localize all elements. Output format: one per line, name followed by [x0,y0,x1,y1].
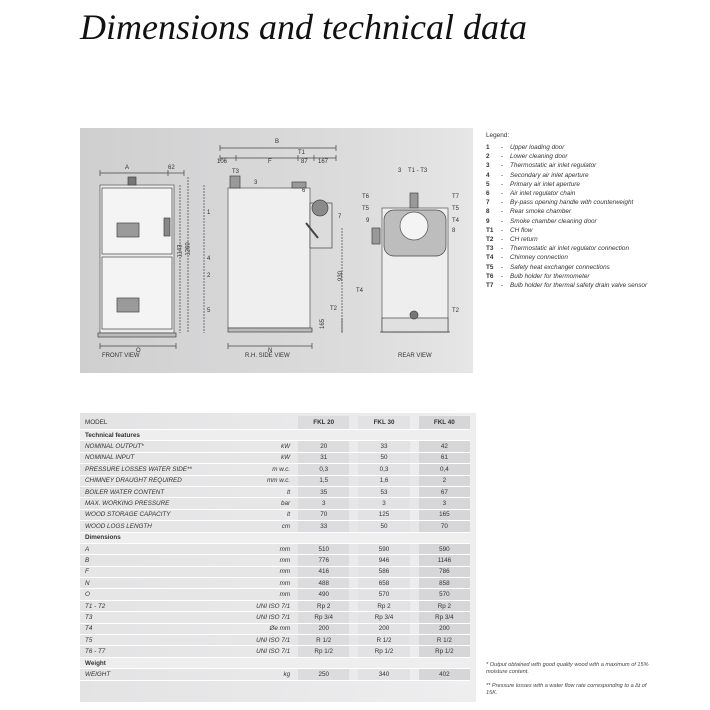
legend-key: 6 [486,190,490,198]
legend-key: 8 [486,208,490,216]
dim-1143: 1143 [177,244,184,258]
row-unit: UNI ISO 7/1 [222,646,298,657]
rear-t2: T2 [452,308,460,314]
legend-key: 4 [486,171,490,179]
row-value: 50 [358,452,409,463]
row-value: 416 [298,566,349,577]
col-gap [410,646,419,657]
row-value: 0,4 [419,464,470,475]
col-gap [349,475,358,486]
row-value: 590 [358,543,409,554]
table-row [80,600,470,611]
col-gap [349,646,358,657]
legend-item [486,263,701,272]
col-gap [410,543,419,554]
legend-item [486,207,701,216]
row-unit: Øe mm [222,623,298,634]
row-label: N [80,578,222,589]
legend-key: T6 [486,272,494,280]
row-label: NOMINAL OUTPUT* [80,441,222,452]
legend-dash: - [501,153,504,161]
legend-key: T3 [486,245,494,253]
row-value: Rp 2 [298,600,349,611]
row-unit: bar [222,498,298,509]
row-value: 570 [358,589,409,600]
section-title: Weight [80,657,470,668]
legend-item [486,171,701,180]
row-label: O [80,589,222,600]
dim-a: A [125,165,130,171]
table-row [80,498,470,509]
technical-data-table [80,416,470,681]
dim-165: 165 [320,318,327,330]
table-row [80,464,470,475]
legend-text: Lower cleaning door [510,153,568,161]
row-value: 31 [298,452,349,463]
col-gap [349,509,358,520]
col-gap [349,521,358,532]
legend-text: Upper loading door [510,144,565,151]
col-gap [410,464,419,475]
row-label: B [80,555,222,566]
row-label: T5 [80,635,222,646]
row-unit: kW [222,441,298,452]
dim-f: F [268,159,272,165]
legend-dash: - [501,208,504,216]
row-label: T6 - T7 [80,646,222,657]
legend-dash: - [501,144,504,151]
legend-key: 7 [486,199,490,207]
table-row [80,452,470,463]
row-value: 200 [298,623,349,634]
col-gap [410,589,419,600]
legend-key: 5 [486,180,490,188]
row-label: WOOD LOGS LENGTH [80,521,222,532]
row-unit: UNI ISO 7/1 [222,635,298,646]
footnote-output: * Output obtained with good quality wood with a maximum of 15% moisture content. [486,662,649,675]
model-header: MODEL [80,416,222,430]
row-label: WEIGHT [80,669,222,680]
row-label: T4 [80,623,222,634]
legend-key: T2 [486,236,494,244]
legend-item [486,253,701,262]
legend-dash: - [501,190,504,198]
col-gap [410,441,419,452]
row-value: 402 [419,669,470,680]
page-title: Dimensions and technical data [80,7,527,47]
table-row [80,475,470,486]
legend-item [486,217,701,226]
legend-dash: - [501,254,504,262]
dim-o: O [136,348,141,354]
rear-t6: T6 [362,194,370,200]
front-upper-door [102,188,172,254]
legend-key: T7 [486,282,494,290]
row-value: 570 [419,589,470,600]
row-unit: UNI ISO 7/1 [222,612,298,623]
legend-text: Bulb holder for thermometer [510,272,590,280]
legend-key: 1 [486,144,490,151]
legend-item [486,161,701,170]
col-gap [410,475,419,486]
col-gap [349,578,358,589]
row-label: PRESSURE LOSSES WATER SIDE** [80,464,222,475]
side-body [228,188,310,328]
front-upper-window [117,223,139,237]
legend [486,132,701,290]
row-value: 510 [298,543,349,554]
row-value: R 1/2 [358,635,409,646]
legend-dash: - [501,162,504,170]
side-2: 2 [207,273,211,279]
row-value: 590 [419,543,470,554]
row-value: 250 [298,669,349,680]
section-title: Dimensions [80,532,470,543]
row-value: 67 [419,486,470,497]
legend-text: By-pass opening handle with counterweight [510,199,634,207]
row-unit: mm [222,566,298,577]
row-value: 0,3 [358,464,409,475]
legend-key: 3 [486,162,490,170]
dim-62: 62 [168,165,175,171]
model-col-header: FKL 30 [358,416,409,430]
legend-dash: - [501,263,504,271]
row-value: 33 [298,521,349,532]
legend-key: T4 [486,254,494,262]
rear-t5-right: T5 [452,206,460,212]
col-gap [410,509,419,520]
dim-t2-side: T2 [330,306,338,312]
row-value: 1,5 [298,475,349,486]
section-header-row [80,657,470,668]
row-value: 3 [358,498,409,509]
rear-3: 3 [398,168,402,174]
row-unit: lt [222,486,298,497]
col-gap [349,612,358,623]
row-value: 35 [298,486,349,497]
col-gap [410,623,419,634]
legend-item [486,244,701,253]
legend-text: Smoke chamber cleaning door [510,217,597,225]
rear-t4: T4 [452,218,460,224]
table-row [80,589,470,600]
section-header-row [80,532,470,543]
row-value: 70 [419,521,470,532]
row-label: MAX. WORKING PRESSURE [80,498,222,509]
table-row [80,578,470,589]
col-gap [349,464,358,475]
row-label: T3 [80,612,222,623]
row-unit: m w.c. [222,464,298,475]
col-gap [349,486,358,497]
col-gap [349,635,358,646]
row-value: 200 [419,623,470,634]
col-gap [410,521,419,532]
legend-item [486,226,701,235]
row-label: F [80,566,222,577]
row-unit: mm [222,578,298,589]
table-row [80,543,470,554]
row-value: Rp 1/2 [358,646,409,657]
row-value: Rp 2 [358,600,409,611]
table-row [80,509,470,520]
row-value: R 1/2 [298,635,349,646]
legend-text: Secondary air inlet aperture [510,171,589,179]
legend-item [486,272,701,281]
legend-dash: - [501,199,504,207]
row-value: 776 [298,555,349,566]
row-value: Rp 2 [419,600,470,611]
legend-item [486,152,701,161]
table-header-row [80,416,470,430]
legend-dash: - [501,282,504,290]
table-row [80,441,470,452]
col-gap [410,416,419,430]
row-value: 3 [419,498,470,509]
row-value: 488 [298,578,349,589]
legend-item [486,143,701,152]
row-value: 0,3 [298,464,349,475]
row-value: 786 [419,566,470,577]
row-value: Rp 3/4 [419,612,470,623]
row-value: 50 [358,521,409,532]
dim-930: 930 [338,270,345,282]
dim-87: 87 [301,159,308,165]
row-value: 3 [298,498,349,509]
row-value: 658 [358,578,409,589]
row-unit: mm [222,543,298,554]
row-value: 125 [358,509,409,520]
row-value: 53 [358,486,409,497]
rear-t1t3: T1 - T3 [408,168,428,174]
row-value: 42 [419,441,470,452]
row-value: 946 [358,555,409,566]
col-gap [349,600,358,611]
legend-text: Bulb holder for thermal safety drain valve sensor [510,282,648,290]
side-1: 1 [207,210,211,216]
row-value: 33 [358,441,409,452]
side-view-label: R.H. SIDE VIEW [245,353,290,359]
row-value: 70 [298,509,349,520]
legend-list [486,143,701,290]
table-row [80,612,470,623]
col-gap [410,566,419,577]
unit-header [222,416,298,430]
legend-item [486,235,701,244]
front-view-label: FRONT VIEW [102,353,140,359]
row-label: NOMINAL INPUT [80,452,222,463]
row-unit: cm [222,521,298,532]
rear-view-label: REAR VIEW [398,353,432,359]
legend-key: 2 [486,153,490,161]
row-value: Rp 3/4 [298,612,349,623]
col-gap [349,441,358,452]
model-col-header: FKL 20 [298,416,349,430]
dim-b: B [275,139,280,145]
col-gap [410,452,419,463]
row-unit: mm [222,589,298,600]
legend-dash: - [501,180,504,188]
col-gap [349,589,358,600]
row-value: 490 [298,589,349,600]
legend-key: T1 [486,226,494,234]
legend-key: 9 [486,217,490,225]
row-unit: lt [222,509,298,520]
col-gap [410,486,419,497]
table-row [80,486,470,497]
table-row [80,623,470,634]
row-value: Rp 1/2 [298,646,349,657]
table-row [80,555,470,566]
legend-item [486,281,701,290]
legend-text: Thermostatic air inlet regulator connection [510,245,629,253]
row-unit: UNI ISO 7/1 [222,600,298,611]
row-unit: mm [222,555,298,566]
legend-text: CH return [510,236,538,244]
dim-106: 106 [217,159,228,165]
row-value: 586 [358,566,409,577]
legend-item [486,189,701,198]
legend-text: Chimney connection [510,254,568,262]
footnote-pressure: ** Pressure losses with a water flow rate corresponding to a ∆t of 15K. [486,683,647,696]
side-3: 3 [254,180,258,186]
col-gap [410,498,419,509]
table-row [80,635,470,646]
legend-dash: - [501,236,504,244]
legend-text: Air inlet regulator chain [510,190,576,198]
legend-dash: - [501,226,504,234]
table-row [80,521,470,532]
row-value: 1,6 [358,475,409,486]
legend-text: Primary air inlet aperture [510,180,580,188]
row-value: 165 [419,509,470,520]
side-4: 4 [207,256,211,262]
row-value: 1146 [419,555,470,566]
rear-8: 8 [452,228,456,234]
col-gap [349,555,358,566]
legend-item [486,198,701,207]
col-gap [410,578,419,589]
row-label: A [80,543,222,554]
col-gap [349,452,358,463]
table-row [80,669,470,680]
dim-t1: T1 [298,150,306,156]
col-gap [410,600,419,611]
technical-drawings [80,128,473,373]
rear-t7: T7 [452,194,460,200]
rear-9: 9 [366,218,370,224]
row-value: 61 [419,452,470,463]
dim-t4: T4 [356,288,364,294]
row-value: Rp 3/4 [358,612,409,623]
row-label: BOILER WATER CONTENT [80,486,222,497]
legend-text: Rear smoke chamber [510,208,572,216]
col-gap [410,555,419,566]
front-lower-window [117,298,139,312]
row-value: 20 [298,441,349,452]
dim-t3: T3 [232,169,240,175]
col-gap [349,416,358,430]
legend-text: Safety heat exchanger connections [510,263,610,271]
side-6: 6 [302,188,306,194]
section-title: Technical features [80,430,470,441]
col-gap [349,669,358,680]
drawings-svg [80,128,473,373]
model-col-header: FKL 40 [419,416,470,430]
legend-text: CH flow [510,226,533,234]
legend-dash: - [501,217,504,225]
row-unit: mm w.c. [222,475,298,486]
table-row [80,566,470,577]
row-label: T1 - T2 [80,600,222,611]
section-header-row [80,430,470,441]
front-lower-door [102,257,172,329]
col-gap [349,498,358,509]
row-value: 340 [358,669,409,680]
legend-heading: Legend: [486,132,510,139]
legend-text: Thermostatic air inlet regulator [510,162,597,170]
row-label: CHIMNEY DRAUGHT REQUIRED [80,475,222,486]
dim-1260: 1260 [185,242,192,256]
dim-n: N [268,348,273,354]
row-value: 200 [358,623,409,634]
col-gap [410,669,419,680]
legend-dash: - [501,171,504,179]
legend-item [486,180,701,189]
legend-key: T5 [486,263,494,271]
legend-dash: - [501,272,504,280]
table-row [80,646,470,657]
col-gap [410,612,419,623]
col-gap [349,566,358,577]
col-gap [349,623,358,634]
row-value: Rp 1/2 [419,646,470,657]
col-gap [410,635,419,646]
rear-t5-left: T5 [362,206,370,212]
side-7: 7 [338,214,342,220]
col-gap [349,543,358,554]
row-label: WOOD STORAGE CAPACITY [80,509,222,520]
row-value: R 1/2 [419,635,470,646]
row-unit: kW [222,452,298,463]
dim-167: 167 [318,159,329,165]
row-unit: kg [222,669,298,680]
row-value: 2 [419,475,470,486]
legend-dash: - [501,245,504,253]
side-5: 5 [207,308,211,314]
row-value: 858 [419,578,470,589]
